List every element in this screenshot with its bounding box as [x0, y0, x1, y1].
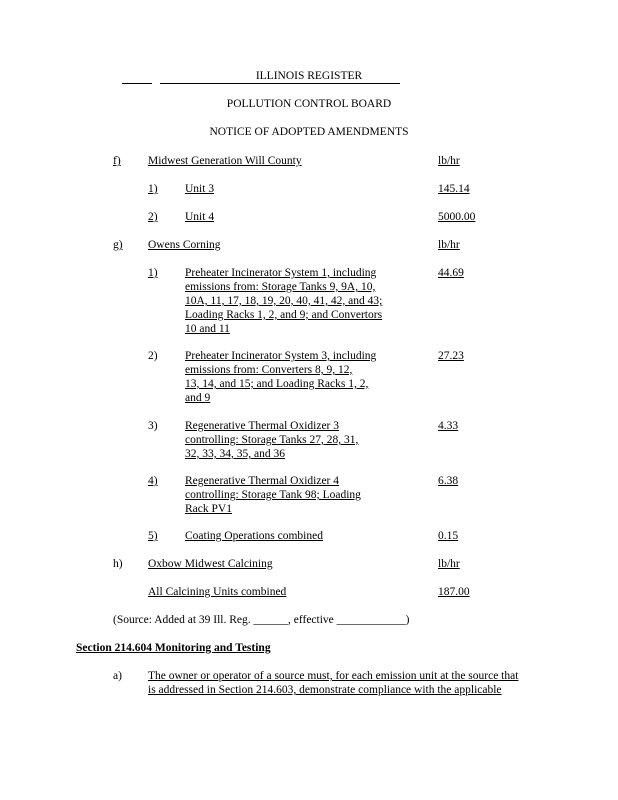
section-g-name: Owens Corning [148, 239, 221, 251]
g-item-desc-line: controlling: Storage Tank 98; Loading [185, 489, 361, 501]
g-item-desc-line: emissions from: Storage Tanks 9, 9A, 10, [185, 281, 376, 293]
section-f-unit: lb/hr [438, 155, 460, 167]
g-item-desc-line: Preheater Incinerator System 3, including [185, 350, 377, 362]
para-a-letter: a) [113, 670, 122, 682]
g-item-desc-line: controlling: Storage Tanks 27, 28, 31, [185, 434, 359, 446]
notice-title: NOTICE OF ADOPTED AMENDMENTS [209, 126, 409, 138]
f-item-value: 145.14 [438, 183, 470, 195]
g-item-desc-line: Coating Operations combined [185, 530, 323, 542]
source-note: (Source: Added at 39 Ill. Reg. ______, effective ____________) [113, 614, 410, 626]
g-item-num: 5) [148, 530, 158, 542]
g-item-desc-line: Preheater Incinerator System 1, including [185, 267, 377, 279]
g-item-desc-line: Rack PV1 [185, 503, 232, 515]
g-item-num: 3) [148, 420, 158, 432]
f-item-num: 1) [148, 183, 158, 195]
h-combined-label: All Calcining Units combined [148, 586, 287, 598]
board-title: POLLUTION CONTROL BOARD [226, 98, 392, 110]
g-item-desc-line: Regenerative Thermal Oxidizer 3 [185, 420, 340, 432]
f-item-value: 5000.00 [438, 211, 476, 223]
g-item-desc-line: 10A, 11, 17, 18, 19, 20, 40, 41, 42, and 43; [185, 295, 383, 307]
section-h-letter: h) [113, 558, 123, 570]
g-item-value: 4.33 [438, 420, 459, 432]
g-item-desc-line: Loading Racks 1, 2, and 9; and Convertors [185, 309, 383, 321]
section-g-letter: g) [113, 239, 123, 251]
g-item-value: 44.69 [438, 267, 464, 279]
g-item-desc-line: 32, 33, 34, 35, and 36 [185, 448, 285, 460]
f-item-desc: Unit 3 [185, 183, 215, 195]
g-item-value: 0.15 [438, 530, 459, 542]
f-item-num: 2) [148, 211, 158, 223]
g-item-num: 4) [148, 475, 158, 487]
g-item-desc-line: 10 and 11 [185, 323, 230, 335]
section-f-name: Midwest Generation Will County [148, 155, 302, 167]
section-f-letter: f) [113, 155, 121, 167]
g-item-value: 6.38 [438, 475, 459, 487]
g-item-desc-line: emissions from: Converters 8, 9, 12, [185, 364, 353, 376]
g-item-desc-line: Regenerative Thermal Oxidizer 4 [185, 475, 340, 487]
h-combined-value: 187.00 [438, 586, 470, 598]
section-heading: Section 214.604 Monitoring and Testing [76, 642, 271, 654]
section-h-unit: lb/hr [438, 558, 460, 570]
f-item-desc: Unit 4 [185, 211, 215, 223]
g-item-desc-line: and 9 [185, 392, 211, 404]
g-item-num: 1) [148, 267, 158, 279]
register-title: ILLINOIS REGISTER [255, 70, 363, 82]
para-a-line: is addressed in Section 214.603, demonstrate compliance with the applicable [148, 684, 502, 696]
section-g-unit: lb/hr [438, 239, 460, 251]
g-item-desc-line: 13, 14, and 15; and Loading Racks 1, 2, [185, 378, 369, 390]
para-a-line: The owner or operator of a source must, for each emission unit at the source that [148, 670, 519, 682]
g-item-num: 2) [148, 350, 158, 362]
section-h-name: Oxbow Midwest Calcining [148, 558, 273, 570]
g-item-value: 27.23 [438, 350, 464, 362]
